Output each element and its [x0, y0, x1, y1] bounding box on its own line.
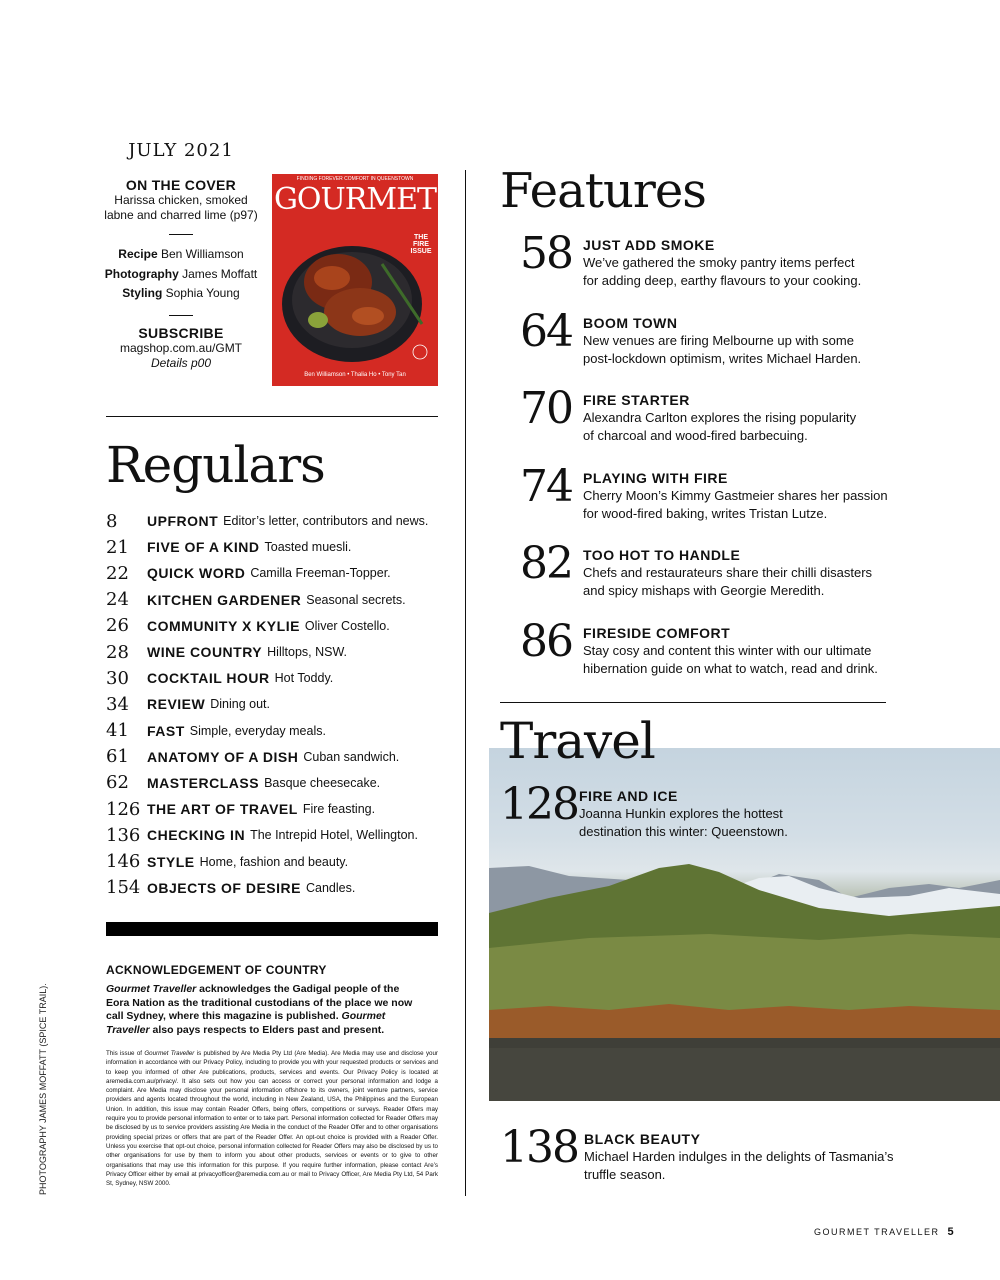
list-item[interactable]: 21 FIVE OF A KIND Toasted muesli. — [106, 536, 352, 558]
article-desc: and spicy mishaps with Georgie Meredith. — [583, 583, 825, 598]
article-desc: for wood-fired baking, writes Tristan Lutze. — [583, 506, 828, 521]
list-item[interactable]: 30 COCKTAIL HOUR Hot Toddy. — [106, 667, 334, 689]
article-desc: post-lockdown optimism, writes Michael Harden. — [583, 351, 862, 366]
list-item[interactable]: 34 REVIEW Dining out. — [106, 693, 270, 715]
subscribe-details: Details p00 — [150, 355, 212, 370]
cover-credit: Photography James Moffatt — [104, 266, 258, 281]
cover-names: Ben Williamson • Thalia Ho • Tony Tan — [304, 372, 406, 378]
subscribe-heading: SUBSCRIBE — [138, 324, 224, 341]
article-title: BOOM TOWN — [583, 315, 678, 331]
list-item[interactable]: 26 COMMUNITY X KYLIE Oliver Costello. — [106, 615, 390, 637]
cover-fire-issue: THE FIRE ISSUE — [410, 234, 432, 255]
list-item[interactable]: 41 FAST Simple, everyday meals. — [106, 720, 326, 742]
page-number: 74 — [520, 461, 572, 512]
regulars-heading: Regulars — [106, 436, 325, 494]
divider — [500, 702, 886, 703]
article-desc: for adding deep, earthy flavours to your cooking. — [583, 273, 862, 288]
folio — [814, 1226, 954, 1238]
list-item[interactable]: 126 THE ART OF TRAVEL Fire feasting. — [106, 798, 376, 820]
article-title: JUST ADD SMOKE — [583, 237, 715, 253]
cover-heading: ON THE COVER — [125, 177, 237, 193]
article-desc: hibernation guide on what to watch, read and drink. — [583, 661, 878, 676]
black-bar — [106, 922, 438, 936]
article-title: TOO HOT TO HANDLE — [583, 547, 741, 563]
subscribe-link[interactable]: magshop.com.au/GMT — [119, 340, 243, 355]
page-number: 70 — [520, 383, 572, 434]
list-item[interactable]: 24 KITCHEN GARDENER Seasonal secrets. — [106, 589, 406, 611]
cover-masthead: GOURMET — [273, 182, 437, 217]
article-desc: Chefs and restaurateurs share their chilli disasters — [583, 565, 873, 580]
cover-credit: Styling Sophia Young — [122, 286, 240, 300]
issue-date: JULY 2021 — [128, 140, 234, 161]
list-item[interactable]: 154 OBJECTS OF DESIRE Candles. — [106, 877, 356, 899]
page-number: 86 — [520, 616, 572, 667]
article-title: FIRE AND ICE — [579, 788, 678, 804]
article-title: BLACK BEAUTY — [584, 1131, 701, 1147]
divider — [169, 234, 193, 235]
page-number: 5 — [947, 1226, 954, 1238]
article-desc: Alexandra Carlton explores the rising popularity — [583, 410, 857, 425]
article-desc: of charcoal and wood-fired barbecuing. — [583, 428, 808, 443]
legal-text: This issue of Gourmet Traveller is published by Are Media Pty Ltd (Are Media). Are Media may use and disclose your information in accordance with our Privacy Policy, including to provide you with your requested products or services and to keep you informed of other Are publications, products, services and events. Our Privacy Policy is located at aremedia.com.au/privacy/. It also sets out how you can access or correct your personal information and lodge a complaint. Are Media may disclose your personal information offshore to its owners, joint venture partners, service providers and agents located throughout the world, including in New Zealand, USA, the Philippines and the European Union. In addition, this issue may contain Reader Offers, being offers, competitions or surveys. Reader Offers may require you to provide personal information to enter or to take part. Personal information collected for Reader Offers may be disclosed by us to service providers assisting Are Media in the conduct of the Reader Offer and to other organisations providing special prizes or offers that are part of the Reader Offer. An opt-out choice is provided with a Reader Offer. Unless you exercise that opt-out choice, personal information collected for Reader Offers may also be disclosed by us to other organisations for use by them to inform you about other products, services or events or to give to other organisations that may use this information for this purpose. If you require further information, please contact Are’s Privacy Officer either by email at privacyofficer@aremedia.com.au or mail to Privacy Officer, Are Media Pty Ltd, 54 Park St, Sydney, NSW 2000. — [106, 1050, 438, 1188]
divider — [106, 416, 438, 417]
acknowledgement-text: Gourmet Traveller acknowledges the Gadigal people of the Eora Nation as the traditional custodians of the place we now call Sydney, where this magazine is published. Gourmet Traveller also pays respects to Elders past and present. — [106, 983, 413, 1036]
list-item[interactable]: 28 WINE COUNTRY Hilltops, NSW. — [106, 641, 348, 663]
folio-magazine: GOURMET TRAVELLER — [814, 1227, 940, 1237]
list-item[interactable]: 22 QUICK WORD Camilla Freeman-Topper. — [106, 562, 391, 584]
article-desc: Joanna Hunkin explores the hottest — [579, 806, 783, 821]
page-number: 82 — [520, 538, 572, 589]
article-title: FIRESIDE COMFORT — [583, 625, 731, 641]
divider — [169, 315, 193, 316]
acknowledgement-heading: ACKNOWLEDGEMENT OF COUNTRY — [106, 963, 327, 977]
cover-image[interactable] — [272, 174, 438, 386]
cover-info — [100, 178, 262, 371]
list-item[interactable]: 146 STYLE Home, fashion and beauty. — [106, 851, 349, 873]
list-item[interactable]: 62 MASTERCLASS Basque cheesecake. — [106, 772, 381, 794]
acknowledgement — [106, 963, 420, 1037]
travel-heading: Travel — [500, 712, 655, 770]
article-title: PLAYING WITH FIRE — [583, 470, 728, 486]
list-item[interactable]: 136 CHECKING IN The Intrepid Hotel, Wellington. — [106, 824, 418, 846]
article-desc: Michael Harden indulges in the delights of Tasmania’s — [584, 1149, 894, 1164]
photo-credit: PHOTOGRAPHY JAMES MOFFATT (SPICE TRAIL). — [38, 983, 48, 1195]
article-desc: destination this winter: Queenstown. — [579, 824, 788, 839]
article-desc: Cherry Moon’s Kimmy Gastmeier shares her passion — [583, 488, 888, 503]
page-number: 138 — [500, 1122, 578, 1173]
page-number: 58 — [520, 228, 572, 279]
article-desc: Stay cosy and content this winter with our ultimate — [583, 643, 872, 658]
cover-description: Harissa chicken, smoked labne and charred lime (p97) — [104, 193, 258, 222]
cover-credit: Recipe Ben Williamson — [118, 247, 244, 261]
article-title: FIRE STARTER — [583, 392, 690, 408]
page-number: 128 — [500, 779, 578, 830]
features-heading: Features — [500, 163, 706, 219]
list-item[interactable]: 8 UPFRONT Editor’s letter, contributors and news. — [106, 510, 429, 532]
article-desc: New venues are firing Melbourne up with some — [583, 333, 854, 348]
article-desc: truffle season. — [584, 1167, 666, 1182]
article-desc: We’ve gathered the smoky pantry items perfect — [583, 255, 855, 270]
column-divider — [465, 170, 466, 1196]
list-item[interactable]: 61 ANATOMY OF A DISH Cuban sandwich. — [106, 746, 400, 768]
page-number: 64 — [520, 306, 572, 357]
regulars-list — [106, 508, 441, 901]
cover-top-text: FINDING FOREVER COMFORT IN QUEENSTOWN — [296, 176, 414, 182]
